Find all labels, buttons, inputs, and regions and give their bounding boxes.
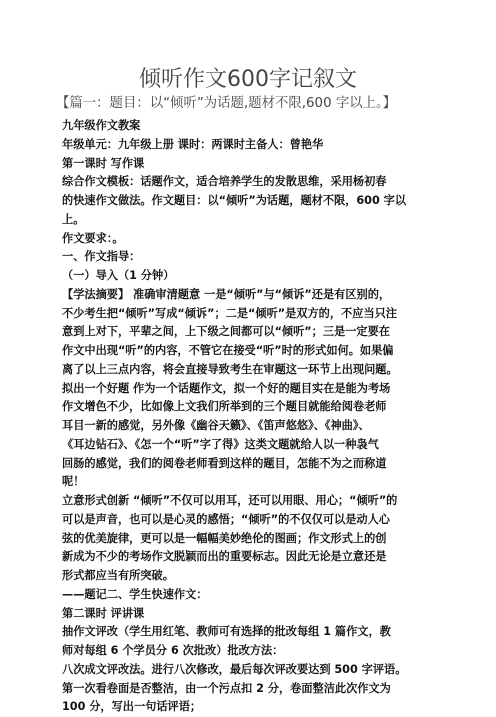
body-line: 年级单元：九年级上册 课时：两课时主备人：曾艳华	[62, 137, 324, 151]
body-line: 九年级作文教案	[62, 119, 141, 132]
body-line: （一）导入（1 分钟）	[62, 269, 175, 282]
body-line: 作文中出现“听”的内容，不管它在接受“听”时的形式如何。如果偏	[62, 344, 394, 357]
body-line: 形式都应当有所突破。	[62, 569, 174, 582]
body-line: 八次成文评改法。进行八次修改，最后每次评改要达到 500 字评语。	[62, 662, 407, 676]
body-line: 新成为不少的考场作文脱颖而出的重要标志。因此无论是立意还是	[62, 550, 387, 564]
body-line: 立意形式创新 “倾听”不仅可以用耳，还可以用眼、用心；“倾听”的	[62, 494, 398, 507]
body-line: 作文要求：。	[62, 231, 124, 245]
body-line: 回肠的感觉，我们的阅卷老师看到这样的题目，怎能不为之而称道	[62, 456, 387, 470]
document-title: 倾听作文600字记叙文	[139, 67, 357, 92]
body-line: 耳目一新的感觉，另外像《幽谷天籁》、《笛声悠悠》、《神曲》、	[62, 419, 370, 432]
body-line: 离了以上三点内容，将会直接导致考生在审题这一环节上出现问题。	[62, 362, 398, 376]
body-line: 综合作文模板：话题作文，适合培养学生的发散思维，采用杨初春	[62, 175, 387, 189]
body-line: 拟出一个好题 作为一个话题作文，拟一个好的题目实在是能为考场	[62, 381, 391, 395]
body-line: 弦的优美旋律，更可以是一幅幅美妙绝伦的图画；作文形式上的创	[62, 531, 387, 545]
body-line: 可以是声音，也可以是心灵的感悟；“倾听”的不仅仅可以是动人心	[62, 512, 390, 526]
body-line: 一、作文指导：	[62, 250, 141, 264]
body-line: 的快速作文做法。作文题目：以“倾听”为话题，题材不限，600 字以	[62, 194, 407, 207]
body-line: 意到上对下，平辈之间，上下级之间都可以“倾听”；三是一定要在	[62, 325, 390, 339]
body-line: 不少考生把“倾听”写成“倾诉”；二是“倾听”是双方的，不应当只注	[62, 306, 397, 320]
body-line: ——题记二、学生快速作文：	[62, 587, 208, 601]
body-line: 呢！	[62, 475, 85, 489]
body-line: 《耳边钻石》、《怎一个“听”字了得》这类文题就给人以一种袅气	[62, 437, 379, 451]
body-line: 上。	[62, 212, 85, 226]
document-body	[62, 117, 450, 717]
body-line: 第一次看卷面是否整洁，由一个污点扣 2 分，卷面整洁此次作文为	[62, 681, 391, 695]
body-line: 第二课时 评讲课	[62, 606, 145, 620]
body-line: 100 分，写出一句话评语；	[62, 700, 202, 714]
body-line: 作文增色不少，比如像上文我们所举到的三个题目就能给阅卷老师	[62, 400, 387, 414]
body-line: 抽作文评改（学生用红笔、教师可有选择的批改每组 1 篇作文，教	[62, 625, 391, 639]
body-line: 第一课时 写作课	[62, 156, 145, 170]
body-line: 【学法摘要】 准确审清题意 一是“倾听”与“倾诉”还是有区别的，	[62, 287, 391, 301]
document-subtitle: 【篇一：题目：以“倾听”为话题,题材不限,600 字以上。】	[56, 96, 397, 111]
body-line: 师对每组 6 个学员分 6 次批改）批改方法：	[62, 644, 284, 657]
